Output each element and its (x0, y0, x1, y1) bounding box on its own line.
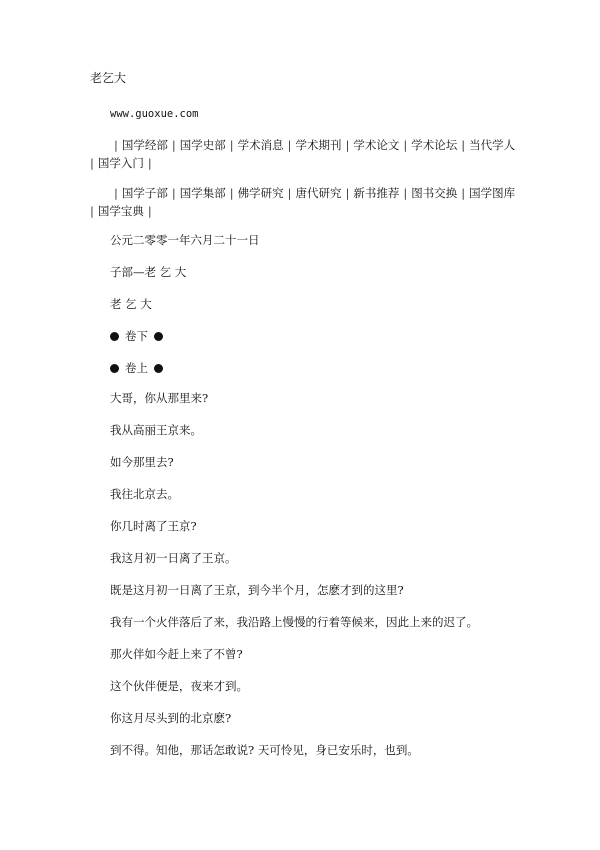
nav-link-foxue[interactable]: 佛学研究 (237, 186, 284, 200)
nav-separator: | (287, 138, 292, 152)
dialogue-line: 我这月初一日离了王京。 (110, 551, 237, 565)
dialogue-line: 我往北京去。 (110, 487, 179, 501)
nav-link-jiaohuan[interactable]: 图书交换 (411, 186, 458, 200)
volume-link-upper[interactable] (110, 360, 163, 376)
nav-row-2 (90, 184, 530, 220)
dialogue-line: 这个伙伴便是，夜来才到。 (110, 679, 248, 693)
bullet-dot-icon (154, 364, 163, 373)
dialogue-line: 我有一个火伴落后了来，我沿路上慢慢的行着等候来，因此上来的迟了。 (110, 615, 478, 629)
nav-separator: | (171, 138, 176, 152)
dialogue-line: 那火伴如今赶上来了不曾? (110, 647, 243, 661)
bullet-dot-icon (110, 332, 119, 341)
dialogue-line: 如今那里去? (110, 455, 174, 469)
nav-link-jibu[interactable]: 国学集部 (179, 186, 226, 200)
nav-row-1 (90, 136, 530, 172)
chapter-heading: 子部—老 乞 大 (110, 265, 187, 279)
bullet-dot-icon (154, 332, 163, 341)
nav-link-lunwen[interactable]: 学术论文 (353, 138, 400, 152)
nav-link-jingbu[interactable]: 国学经部 (121, 138, 168, 152)
nav-link-luntan[interactable]: 学术论坛 (411, 138, 458, 152)
dialogue-line: 你这月尽头到的北京麽? (110, 711, 232, 725)
nav-separator: | (229, 138, 234, 152)
nav-separator: | (90, 156, 94, 170)
nav-separator: | (114, 138, 118, 152)
nav-separator: | (287, 186, 292, 200)
dialogue-line: 你几时离了王京? (110, 519, 197, 533)
nav-link-tangdai[interactable]: 唐代研究 (295, 186, 342, 200)
dialogue-line: 大哥，你从那里来? (110, 391, 209, 405)
dialogue-line: 我从高丽王京来。 (110, 423, 202, 437)
nav-separator: | (461, 186, 466, 200)
nav-separator: | (90, 204, 94, 218)
document-title: 老乞大 (90, 71, 127, 85)
nav-separator: | (171, 186, 176, 200)
nav-link-baodian[interactable]: 国学宝典 (97, 204, 144, 218)
nav-separator: | (229, 186, 234, 200)
nav-separator: | (345, 186, 350, 200)
nav-separator: | (114, 186, 118, 200)
volume-label: 卷下 (125, 329, 148, 343)
nav-link-shibu[interactable]: 国学史部 (179, 138, 226, 152)
nav-link-xiaoxi[interactable]: 学术消息 (237, 138, 284, 152)
nav-separator: | (461, 138, 466, 152)
nav-link-qikan[interactable]: 学术期刊 (295, 138, 342, 152)
publish-date: 公元二零零一年六月二十一日 (110, 233, 260, 247)
nav-separator: | (147, 156, 152, 170)
nav-link-xueren[interactable]: 当代学人 (469, 138, 516, 152)
nav-separator: | (403, 138, 408, 152)
nav-separator: | (345, 138, 350, 152)
volume-link-lower[interactable] (110, 328, 163, 344)
chapter-name: 老 乞 大 (110, 297, 152, 311)
nav-link-rumen[interactable]: 国学入门 (97, 156, 144, 170)
site-url: www.guoxue.com (110, 108, 199, 120)
nav-separator: | (147, 204, 152, 218)
dialogue-line: 到不得。知他，那话怎敢说? 天可怜见，身已安乐时，也到。 (110, 743, 419, 757)
bullet-dot-icon (110, 364, 119, 373)
dialogue-line: 既是这月初一日离了王京，到今半个月，怎麽才到的这里? (110, 583, 404, 597)
nav-link-tuku[interactable]: 国学图库 (469, 186, 516, 200)
nav-separator: | (403, 186, 408, 200)
volume-label: 卷上 (125, 361, 148, 375)
nav-link-zibu[interactable]: 国学子部 (121, 186, 168, 200)
nav-link-xinshu[interactable]: 新书推荐 (353, 186, 400, 200)
